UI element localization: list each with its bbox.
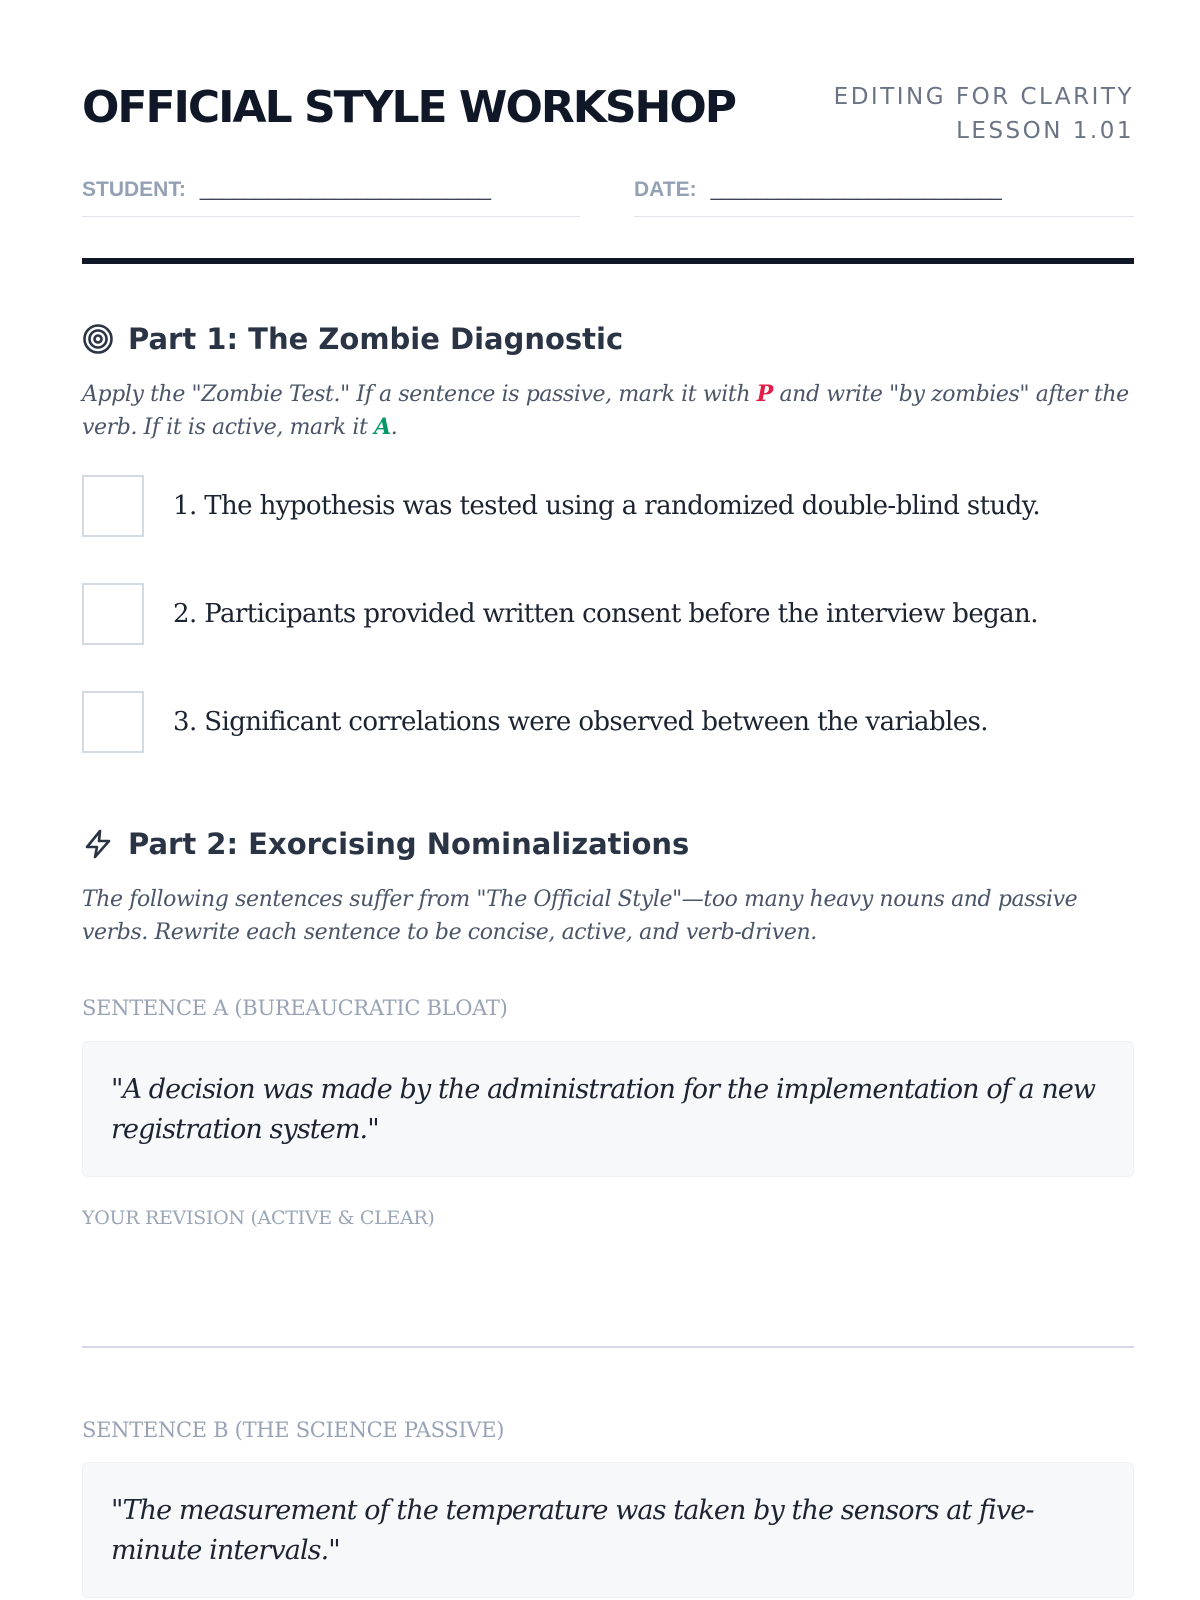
revision-label: YOUR REVISION (ACTIVE & CLEAR) [82, 1207, 435, 1229]
item-text: 1. The hypothesis was tested using a randomized double-blind study. [173, 491, 1041, 521]
header [82, 0, 1134, 160]
student-blank[interactable]: __________________________ [199, 178, 491, 201]
instr-text-c: . [390, 415, 398, 440]
part1-heading [82, 322, 623, 356]
date-blank[interactable]: __________________________ [710, 178, 1002, 201]
sentence-a-label: SENTENCE A (BUREAUCRATIC BLOAT) [82, 996, 508, 1020]
worksheet [82, 0, 1134, 1566]
sentence-a-quote: "A decision was made by the administration for the implementation of a new registration system." [82, 1041, 1134, 1177]
date-label: DATE: [634, 178, 697, 201]
answer-box[interactable] [82, 475, 144, 537]
part1-instructions [82, 378, 1134, 444]
subtitle-line-2: LESSON 1.01 [956, 118, 1134, 144]
instr-text-a: Apply the "Zombie Test." If a sentence is passive, mark it with [82, 382, 757, 407]
sentence-b-label: SENTENCE B (THE SCIENCE PASSIVE) [82, 1418, 505, 1442]
answer-box[interactable] [82, 691, 144, 753]
student-field[interactable] [82, 178, 580, 217]
part2-instructions: The following sentences suffer from "The Official Style"—too many heavy nouns and passive verbs. Rewrite each sentence to be concise, active, and verb-driven. [82, 887, 1078, 945]
active-mark: A [374, 414, 391, 440]
subtitle-line-1: EDITING FOR CLARITY [833, 84, 1134, 110]
answer-box[interactable] [82, 583, 144, 645]
item-text: 2. Participants provided written consent before the interview began. [173, 599, 1038, 629]
passive-mark: P [756, 381, 773, 407]
lesson-subtitle [834, 80, 1134, 148]
lightning-icon [82, 828, 114, 860]
diagnostic-item [82, 473, 1134, 539]
sentence-b-quote: "The measurement of the temperature was taken by the sensors at five-minute intervals." [82, 1462, 1134, 1598]
part1-title: Part 1: The Zombie Diagnostic [128, 322, 624, 356]
header-divider [82, 258, 1134, 264]
instr-text-b: and write "by zombies" after the verb. If it is active, mark it [82, 382, 1129, 440]
page-title: OFFICIAL STYLE WORKSHOP [82, 82, 736, 133]
student-label: STUDENT: [82, 178, 186, 201]
date-field[interactable] [634, 178, 1134, 217]
part2-heading [82, 827, 689, 861]
diagnostic-item [82, 581, 1134, 647]
part2-title: Part 2: Exorcising Nominalizations [128, 827, 690, 861]
revision-answer-line[interactable] [82, 1346, 1134, 1348]
item-text: 3. Significant correlations were observed between the variables. [173, 707, 988, 737]
diagnostic-item [82, 689, 1134, 755]
target-icon [82, 323, 114, 355]
